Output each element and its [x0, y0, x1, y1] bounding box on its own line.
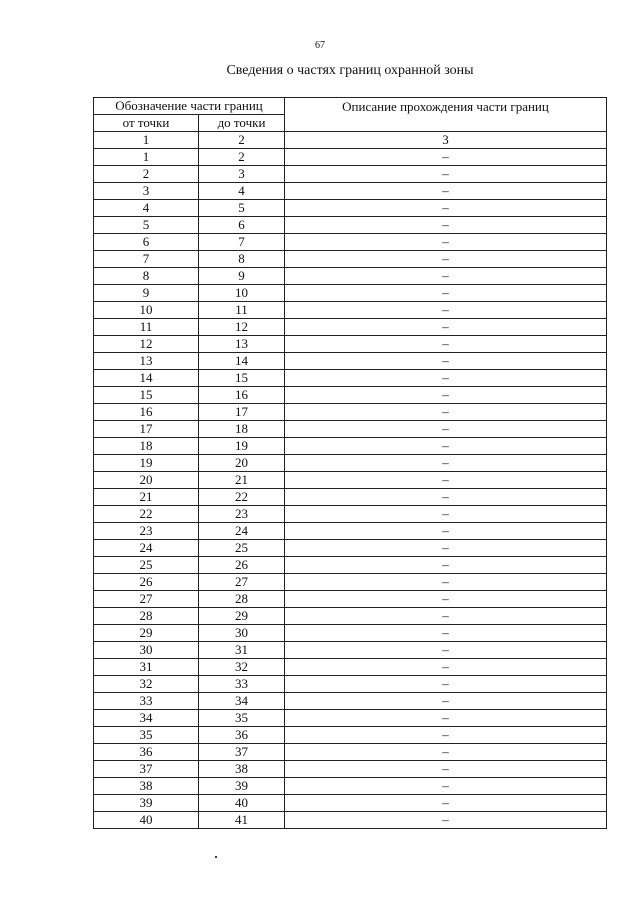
cell-from-point: 21 — [94, 489, 199, 506]
cell-from-point: 38 — [94, 778, 199, 795]
cell-to-point: 3 — [199, 166, 285, 183]
document-title: Сведения о частях границ охранной зоны — [226, 63, 474, 78]
table-row — [94, 812, 607, 829]
cell-from-point: 7 — [94, 251, 199, 268]
table-row — [94, 591, 607, 608]
cell-description: – — [285, 727, 607, 744]
cell-to-point: 11 — [199, 302, 285, 319]
cell-from-point: 29 — [94, 625, 199, 642]
cell-description: – — [285, 812, 607, 829]
cell-from-point: 19 — [94, 455, 199, 472]
header-to-point: до точки — [199, 115, 285, 132]
cell-from-point: 1 — [94, 149, 199, 166]
cell-description: – — [285, 183, 607, 200]
cell-to-point: 7 — [199, 234, 285, 251]
table-row — [94, 659, 607, 676]
cell-from-point: 12 — [94, 336, 199, 353]
cell-description: – — [285, 234, 607, 251]
cell-from-point: 28 — [94, 608, 199, 625]
cell-description: – — [285, 591, 607, 608]
cell-description: – — [285, 251, 607, 268]
cell-to-point: 37 — [199, 744, 285, 761]
table-row — [94, 693, 607, 710]
table-row — [94, 149, 607, 166]
cell-to-point: 33 — [199, 676, 285, 693]
table-row — [94, 727, 607, 744]
cell-from-point: 2 — [94, 166, 199, 183]
header-row-group — [94, 98, 607, 115]
cell-to-point: 5 — [199, 200, 285, 217]
cell-to-point: 20 — [199, 455, 285, 472]
table-row — [94, 608, 607, 625]
table-row — [94, 251, 607, 268]
cell-to-point: 21 — [199, 472, 285, 489]
cell-to-point: 14 — [199, 353, 285, 370]
cell-to-point: 15 — [199, 370, 285, 387]
cell-from-point: 4 — [94, 200, 199, 217]
cell-from-point: 5 — [94, 217, 199, 234]
cell-description: – — [285, 336, 607, 353]
cell-to-point: 35 — [199, 710, 285, 727]
cell-to-point: 24 — [199, 523, 285, 540]
table-row — [94, 217, 607, 234]
table-row — [94, 795, 607, 812]
cell-to-point: 18 — [199, 421, 285, 438]
table-row — [94, 506, 607, 523]
cell-from-point: 31 — [94, 659, 199, 676]
cell-to-point: 39 — [199, 778, 285, 795]
cell-description: – — [285, 319, 607, 336]
cell-to-point: 16 — [199, 387, 285, 404]
cell-to-point: 32 — [199, 659, 285, 676]
cell-description: – — [285, 778, 607, 795]
cell-from-point: 34 — [94, 710, 199, 727]
cell-from-point: 18 — [94, 438, 199, 455]
cell-description: – — [285, 506, 607, 523]
cell-from-point: 16 — [94, 404, 199, 421]
cell-description: – — [285, 438, 607, 455]
cell-description: – — [285, 625, 607, 642]
table-row — [94, 302, 607, 319]
cell-to-point: 25 — [199, 540, 285, 557]
table-row — [94, 455, 607, 472]
cell-description: – — [285, 149, 607, 166]
cell-from-point: 3 — [94, 183, 199, 200]
column-number-3: 3 — [285, 132, 607, 149]
table-row — [94, 761, 607, 778]
cell-to-point: 28 — [199, 591, 285, 608]
table-row — [94, 472, 607, 489]
cell-description: – — [285, 659, 607, 676]
cell-to-point: 12 — [199, 319, 285, 336]
cell-to-point: 34 — [199, 693, 285, 710]
cell-from-point: 26 — [94, 574, 199, 591]
cell-to-point: 30 — [199, 625, 285, 642]
cell-to-point: 23 — [199, 506, 285, 523]
cell-from-point: 8 — [94, 268, 199, 285]
cell-to-point: 22 — [199, 489, 285, 506]
table-row — [94, 489, 607, 506]
table-row — [94, 642, 607, 659]
cell-from-point: 15 — [94, 387, 199, 404]
cell-from-point: 6 — [94, 234, 199, 251]
table-row — [94, 404, 607, 421]
cell-to-point: 27 — [199, 574, 285, 591]
cell-to-point: 29 — [199, 608, 285, 625]
stray-mark — [215, 856, 217, 858]
cell-to-point: 17 — [199, 404, 285, 421]
table-row — [94, 778, 607, 795]
cell-description: – — [285, 642, 607, 659]
cell-to-point: 26 — [199, 557, 285, 574]
table-row — [94, 557, 607, 574]
cell-description: – — [285, 744, 607, 761]
cell-to-point: 13 — [199, 336, 285, 353]
table-row — [94, 200, 607, 217]
header-row-numbering — [94, 132, 607, 149]
cell-to-point: 10 — [199, 285, 285, 302]
cell-from-point: 30 — [94, 642, 199, 659]
cell-description: – — [285, 574, 607, 591]
table-row — [94, 744, 607, 761]
cell-to-point: 41 — [199, 812, 285, 829]
cell-from-point: 22 — [94, 506, 199, 523]
table-row — [94, 285, 607, 302]
table-row — [94, 387, 607, 404]
cell-description: – — [285, 795, 607, 812]
cell-description: – — [285, 455, 607, 472]
cell-from-point: 37 — [94, 761, 199, 778]
cell-from-point: 13 — [94, 353, 199, 370]
cell-description: – — [285, 200, 607, 217]
table-row — [94, 336, 607, 353]
cell-from-point: 10 — [94, 302, 199, 319]
cell-from-point: 40 — [94, 812, 199, 829]
cell-to-point: 6 — [199, 217, 285, 234]
cell-description: – — [285, 761, 607, 778]
boundary-parts-table — [93, 97, 607, 829]
column-number-1: 1 — [94, 132, 199, 149]
table-row — [94, 625, 607, 642]
cell-from-point: 23 — [94, 523, 199, 540]
cell-description: – — [285, 676, 607, 693]
cell-to-point: 40 — [199, 795, 285, 812]
table-row — [94, 166, 607, 183]
table-row — [94, 370, 607, 387]
table-row — [94, 234, 607, 251]
table-row — [94, 438, 607, 455]
cell-from-point: 14 — [94, 370, 199, 387]
table-row — [94, 319, 607, 336]
cell-to-point: 36 — [199, 727, 285, 744]
cell-description: – — [285, 540, 607, 557]
cell-description: – — [285, 523, 607, 540]
cell-to-point: 38 — [199, 761, 285, 778]
cell-from-point: 17 — [94, 421, 199, 438]
cell-description: – — [285, 285, 607, 302]
cell-description: – — [285, 387, 607, 404]
cell-description: – — [285, 217, 607, 234]
cell-description: – — [285, 166, 607, 183]
cell-description: – — [285, 608, 607, 625]
cell-description: – — [285, 421, 607, 438]
cell-from-point: 11 — [94, 319, 199, 336]
cell-description: – — [285, 710, 607, 727]
table-row — [94, 710, 607, 727]
table-row — [94, 523, 607, 540]
header-from-point: от точки — [94, 115, 199, 132]
cell-from-point: 36 — [94, 744, 199, 761]
table-row — [94, 676, 607, 693]
table-row — [94, 183, 607, 200]
cell-from-point: 9 — [94, 285, 199, 302]
table-row — [94, 540, 607, 557]
cell-from-point: 25 — [94, 557, 199, 574]
cell-from-point: 33 — [94, 693, 199, 710]
column-number-2: 2 — [199, 132, 285, 149]
cell-description: – — [285, 557, 607, 574]
cell-from-point: 20 — [94, 472, 199, 489]
header-boundary-part-designation: Обозначение части границ — [94, 98, 285, 115]
cell-description: – — [285, 370, 607, 387]
cell-to-point: 31 — [199, 642, 285, 659]
table-header — [94, 98, 607, 149]
table-row — [94, 574, 607, 591]
cell-description: – — [285, 302, 607, 319]
cell-description: – — [285, 404, 607, 421]
cell-to-point: 8 — [199, 251, 285, 268]
table-row — [94, 421, 607, 438]
cell-to-point: 4 — [199, 183, 285, 200]
cell-from-point: 27 — [94, 591, 199, 608]
table-body — [94, 149, 607, 829]
table-row — [94, 353, 607, 370]
cell-from-point: 24 — [94, 540, 199, 557]
page-number: 67 — [315, 40, 325, 51]
cell-to-point: 19 — [199, 438, 285, 455]
cell-to-point: 9 — [199, 268, 285, 285]
cell-to-point: 2 — [199, 149, 285, 166]
cell-description: – — [285, 353, 607, 370]
cell-from-point: 32 — [94, 676, 199, 693]
cell-description: – — [285, 693, 607, 710]
cell-description: – — [285, 472, 607, 489]
cell-from-point: 35 — [94, 727, 199, 744]
cell-description: – — [285, 268, 607, 285]
cell-description: – — [285, 489, 607, 506]
cell-from-point: 39 — [94, 795, 199, 812]
header-description: Описание прохождения части границ — [285, 98, 607, 132]
table-row — [94, 268, 607, 285]
